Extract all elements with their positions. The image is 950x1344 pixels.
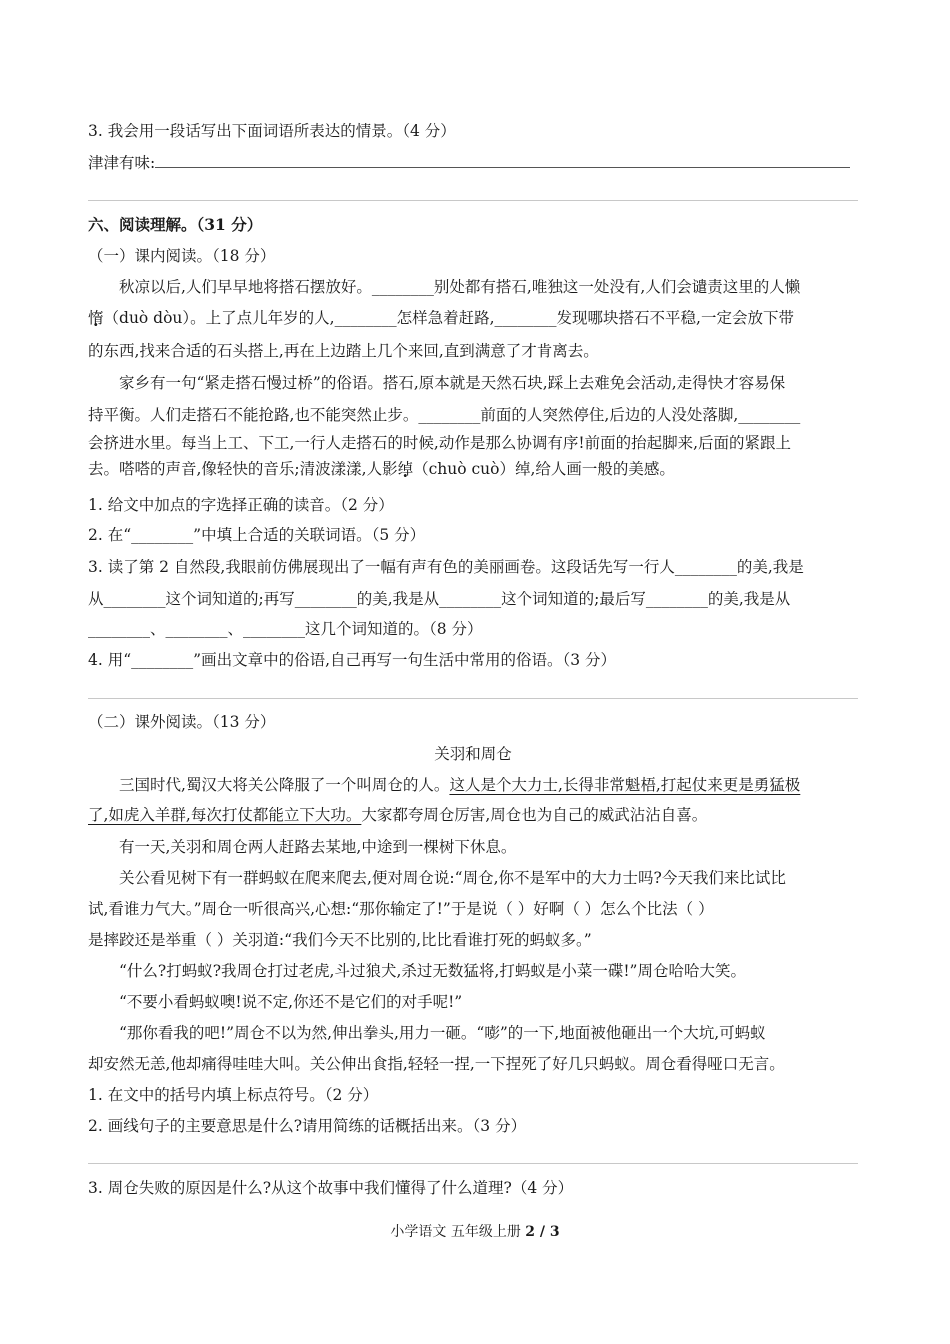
story-text: 三国时代,蜀汉大将关公降服了一个叫周仓的人。 — [119, 776, 450, 794]
part2-question-1: 1. 在文中的括号内填上标点符号。（2 分） — [88, 1086, 379, 1104]
part1-question-3: ________、________、________这几个词知道的。（8 分） — [88, 620, 483, 638]
part1-question-4: 4. 用“________”画出文章中的俗语,自己再写一句生活中常用的俗语。（3 分） — [88, 651, 617, 669]
answer-line[interactable] — [88, 200, 858, 201]
story-line: “不要小看蚂蚁噢!说不定,你还不是它们的对手呢!” — [119, 993, 463, 1011]
dotted-char: 惰 — [88, 309, 104, 327]
story-line: 却安然无恙,他却痛得哇哇大叫。关公伸出食指,轻轻一捏,一下捏死了好几只蚂蚁。周仓看得哑口无言。 — [88, 1055, 785, 1073]
section-title: 六、阅读理解。（31 分） — [88, 215, 263, 234]
dotted-char: 绰 — [397, 460, 414, 478]
passage1-line: 会挤进水里。每当上工、下工,一行人走搭石的时候,动作是那么协调有序!前面的抬起脚来,后面的紧跟上 — [88, 434, 792, 452]
answer-line[interactable] — [88, 698, 858, 699]
passage1-line: 家乡有一句“紧走搭石慢过桥”的俗语。搭石,原本就是天然石块,踩上去难免会活动,走得快才容易保 — [119, 374, 786, 392]
story-line: “那你看我的吧!”周仓不以为然,伸出拳头,用力一砸。“嘭”的一下,地面被他砸出一个大坑,可蚂蚁 — [119, 1024, 766, 1042]
story-text: 大家都夸周仓厉害,周仓也为自己的威武沾沾自喜。 — [361, 806, 708, 824]
story-line — [88, 770, 889, 800]
answer-blank[interactable] — [155, 153, 850, 168]
story-line: 是摔跤还是举重（ ）关羽道:“我们今天不比别的,比比看谁打死的蚂蚁多。” — [88, 931, 592, 949]
story-line: 有一天,关羽和周仓两人赶路去某地,中途到一棵树下休息。 — [119, 838, 517, 856]
part1-question-3: 3. 读了第 2 自然段,我眼前仿佛展现出了一幅有声有色的美丽画卷。这段话先写一行人________的美,我是 — [88, 558, 804, 576]
part1-question-2: 2. 在“________”中填上合适的关联词语。（5 分） — [88, 526, 426, 544]
passage1-line: 秋凉以后,人们早早地将搭石摆放好。________别处都有搭石,唯独这一处没有,人们会谴责这里的人懒 — [119, 278, 801, 296]
story-title: 关羽和周仓 — [434, 745, 512, 763]
question-5-3: 3. 我会用一段话写出下面词语所表达的情景。（4 分） — [88, 122, 456, 140]
story-line: 关公看见树下有一群蚂蚁在爬来爬去,便对周仓说:“周仓,你不是军中的大力士吗?今天我们来比试比 — [119, 869, 786, 887]
passage1-line — [88, 303, 858, 333]
part1-question-1: 1. 给文中加点的字选择正确的读音。（2 分） — [88, 496, 394, 514]
part2-question-2: 2. 画线句子的主要意思是什么?请用简练的话概括出来。（3 分） — [88, 1117, 527, 1135]
story-line — [88, 800, 858, 830]
underlined-sentence: 了,如虎入羊群,每次打仗都能立下大功。 — [88, 806, 362, 824]
passage1-text: （chuò cuò）绰,给人画一般的美感。 — [413, 460, 675, 478]
story-line: 试,看谁力气大。”周仓一听很高兴,心想:“那你输定了!”于是说（ ）好啊（ ）怎么个比法（ ） — [88, 900, 714, 918]
page-number: 2 / 3 — [525, 1224, 560, 1240]
answer-line-row — [88, 148, 858, 178]
story-line: “什么?打蚂蚁?我周仓打过老虎,斗过狼犬,杀过无数猛将,打蚂蚁是小菜一碟!”周仓哈哈大笑。 — [119, 962, 746, 980]
page-footer — [0, 1221, 950, 1241]
part2-heading: （二）课外阅读。（13 分） — [88, 713, 276, 731]
underlined-sentence: 这人是个大力士,长得非常魁梧,打起仗来更是勇猛极 — [449, 776, 801, 794]
passage1-text: （duò dòu）。上了点儿年岁的人,________怎样急着赶路,________发现哪块搭石不平稳,一定会放下带 — [103, 309, 794, 327]
passage1-line: 的东西,找来合适的石头搭上,再在上边踏上几个来回,直到满意了才肯离去。 — [88, 342, 599, 360]
answer-line[interactable] — [88, 1163, 858, 1164]
part2-question-3: 3. 周仓失败的原因是什么?从这个故事中我们懂得了什么道理?（4 分） — [88, 1179, 574, 1197]
word-label: 津津有味: — [88, 154, 156, 172]
passage1-line — [88, 454, 858, 484]
part1-heading: （一）课内阅读。（18 分） — [88, 247, 276, 265]
passage1-text: 去。嗒嗒的声音,像轻快的音乐;清波漾漾,人影 — [88, 460, 398, 478]
part1-question-3: 从________这个词知道的;再写________的美,我是从________这个词知道的;最后写________的美,我是从 — [88, 590, 791, 608]
footer-subject: 小学语文 五年级上册 — [390, 1224, 521, 1240]
passage1-line: 持平衡。人们走搭石不能抢路,也不能突然止步。________前面的人突然停住,后边的人没处落脚,________ — [88, 406, 801, 424]
